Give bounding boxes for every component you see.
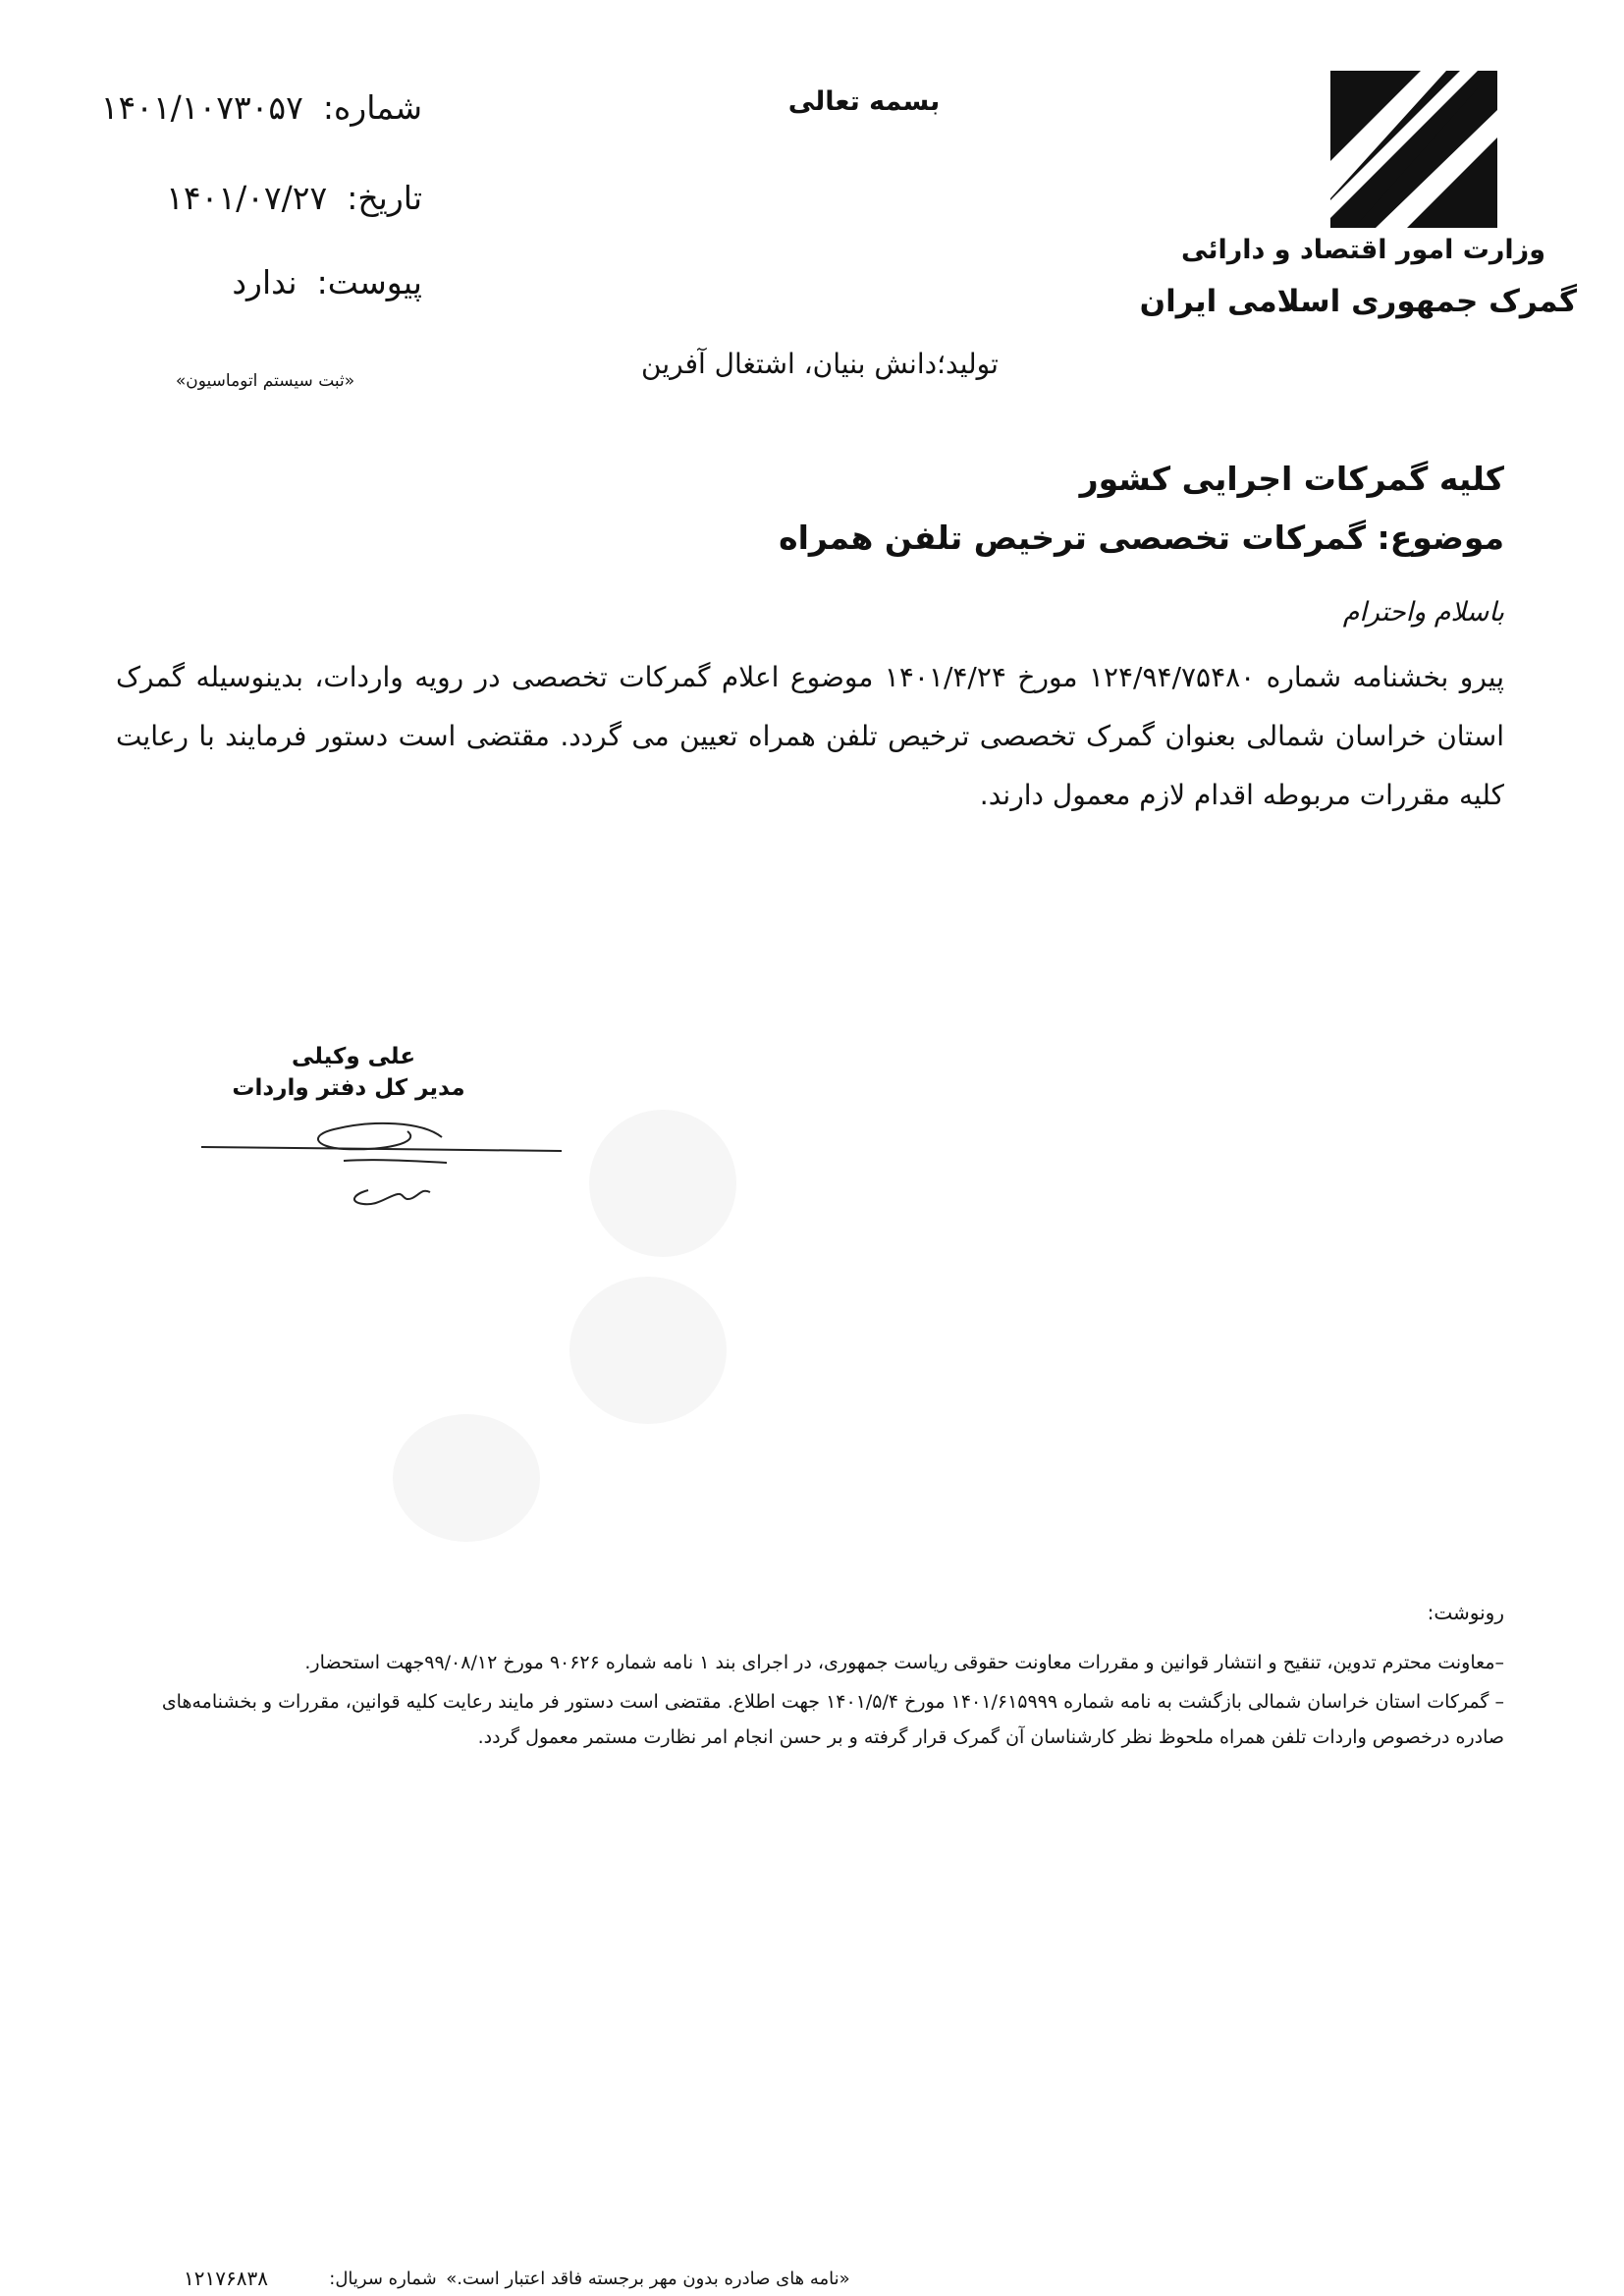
automation-registration-note: «ثبت سیستم اتوماسیون»: [175, 371, 355, 391]
letter-body: پیرو بخشنامه شماره ۱۲۴/۹۴/۷۵۴۸۰ مورخ ۱۴۰۱/۴/۲۴ موضوع اعلام گمرکات تخصصی در رویه واردات، بدینوسیله گمرک استان خراسان شمالی بعنوان گمرک تخصصی ترخیص تلفن همراه تعیین می گردد. مقتضی است دستور فرمایند با رعایت کلیه مقررات مربوطه اقدام لازم معمول دارند.: [116, 661, 1505, 811]
slogan: تولید؛دانش بنیان، اشتغال آفرین: [641, 348, 999, 380]
letter-date-value: ۱۴۰۱/۰۷/۲۷: [166, 179, 328, 217]
letter-attachment-label: پیوست:: [316, 263, 422, 301]
letter-attachment-row: [69, 263, 422, 302]
signer-name: علی وکیلی: [291, 1044, 416, 1069]
customs-name: گمرک جمهوری اسلامی ایران: [1139, 284, 1577, 319]
letter-date-label: تاریخ:: [347, 179, 422, 217]
signer-title: مدیر کل دفتر واردات: [232, 1075, 465, 1101]
letter-attachment-value: ندارد: [232, 263, 298, 301]
letter-subject: موضوع: گمرکات تخصصی ترخیص تلفن همراه: [779, 519, 1504, 557]
letter-greeting: باسلام واحترام: [1342, 597, 1504, 628]
ministry-name: وزارت امور اقتصاد و دارائی: [1181, 235, 1545, 265]
letter-number-label: شماره:: [322, 88, 422, 127]
letter-recipient: کلیه گمرکات اجرایی کشور: [1079, 460, 1504, 498]
handwritten-signature: [196, 1100, 569, 1218]
cc-title: رونوشت:: [1427, 1601, 1504, 1624]
letter-number-row: [69, 88, 422, 128]
letter-number-value: ۱۴۰۱/۱۰۷۳۰۵۷: [100, 88, 303, 127]
letter-date-row: [69, 179, 422, 218]
cc-item: – گمرکات استان خراسان شمالی بازگشت به نامه شماره ۱۴۰۱/۶۱۵۹۹۹ مورخ ۱۴۰۱/۵/۴ جهت اطلاع. مقتضی است دستور فر مایند رعایت کلیه قوانین، مقررات و بخشنامه‌های صادره درخصوص واردات تلفن همراه ملحوظ نظر کارشناسان آن گمرک قرار گرفته و بر حسن انجام امر نظارت مستمر معمول گردد.: [161, 1691, 1504, 1748]
bismillah-heading: بسمه تعالی: [787, 86, 941, 117]
serial-number-value: ۱۲۱۷۶۸۳۸: [184, 2267, 268, 2290]
customs-logo-icon: [1330, 71, 1497, 228]
serial-number-label: شماره سریال:: [329, 2269, 437, 2289]
cc-item: –معاونت محترم تدوین، تنقیح و انتشار قوانین و مقررات معاونت حقوقی ریاست جمهوری، در اجرای بند ۱ نامه شماره ۹۰۶۲۶ مورخ ۹۹/۰۸/۱۲جهت استحضار.: [304, 1652, 1504, 1673]
footer-validity-note: «نامه های صادره بدون مهر برجسته فاقد اعتبار است.»: [446, 2269, 850, 2289]
